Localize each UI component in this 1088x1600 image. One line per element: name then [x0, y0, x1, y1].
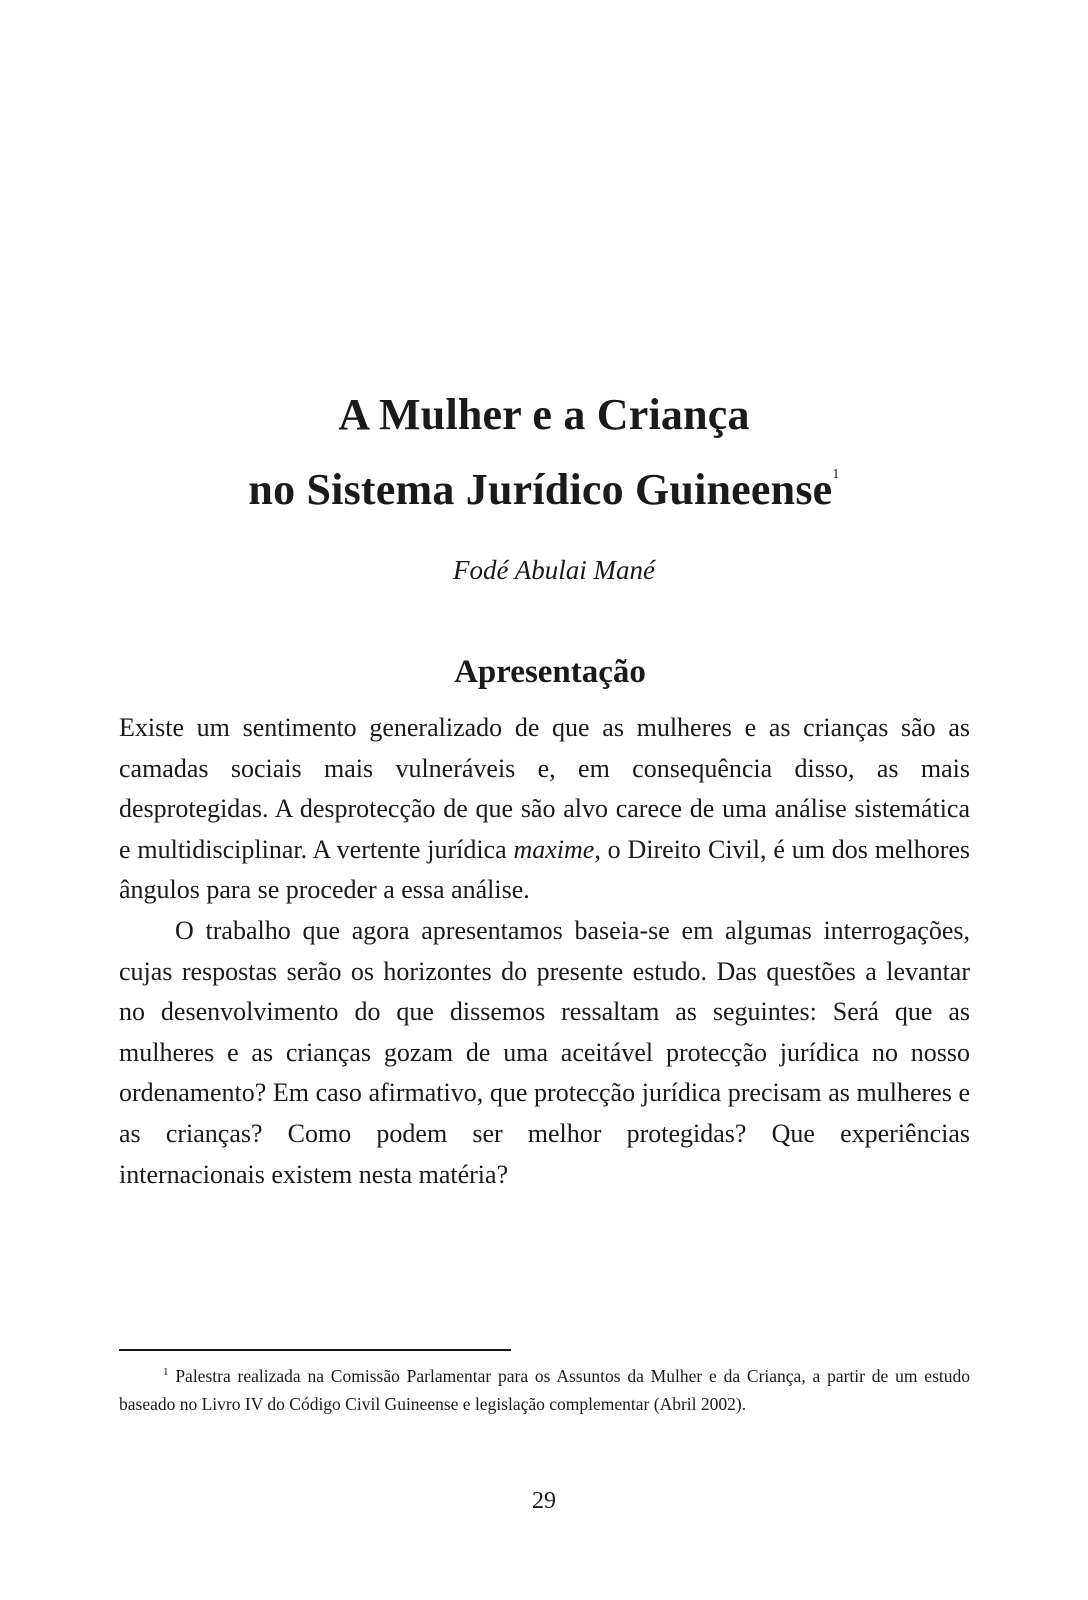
- article-title: [0, 385, 1088, 520]
- paragraph-1-emphasis: maxime: [513, 834, 595, 864]
- paragraph-1: [119, 708, 970, 911]
- section-heading: Apresentação: [454, 654, 646, 690]
- paragraph-2: O trabalho que agora apresentamos baseia-se em algumas interrogações, cujas respostas serão os horizontes do presente estudo. Das questões a levantar no desenvolvimento do que dissemos ressaltam as seguintes: Será que as mulheres e as crianças gozam de uma aceitável protecção jurídica no nosso ordenamento? Em caso afirmativo, que protecção jurídica precisam as mulheres e as crianças? Como podem ser melhor protegidas? Que experiências internacionais existem nesta matéria?: [119, 915, 970, 1189]
- footnote-paragraph: [119, 1358, 970, 1418]
- title-line-2-text: no Sistema Jurídico Guineense: [248, 465, 833, 514]
- paragraph-1-text-b: , o Direito Civil, é um dos melhores ângulos para se proceder a essa análise.: [119, 834, 971, 905]
- body-text: [119, 708, 970, 1195]
- footnote-separator: [119, 1349, 511, 1351]
- footnote-text: Palestra realizada na Comissão Parlamentar para os Assuntos da Mulher e da Criança, a partir de um estudo baseado no Livro IV do Código Civil Guineense e legislação complementar (Abril 2002).: [119, 1366, 970, 1414]
- author-name: Fodé Abulai Mané: [453, 555, 655, 585]
- paragraph-1-text-a: Existe um sentimento generalizado de que as mulheres e as crianças são as camadas sociais mais vulneráveis e, em consequência disso, as mais desprotegidas. A desprotecção de que são alvo carece de uma análise sistemática e multidisciplinar. A vertente jurídica: [119, 713, 970, 864]
- title-line-2: [0, 445, 1088, 520]
- footnote: [119, 1358, 970, 1418]
- page-number: 29: [532, 1488, 556, 1514]
- footnote-marker: 1: [163, 1366, 169, 1378]
- title-footnote-marker: 1: [832, 467, 840, 482]
- title-line-1: A Mulher e a Criança: [338, 390, 750, 439]
